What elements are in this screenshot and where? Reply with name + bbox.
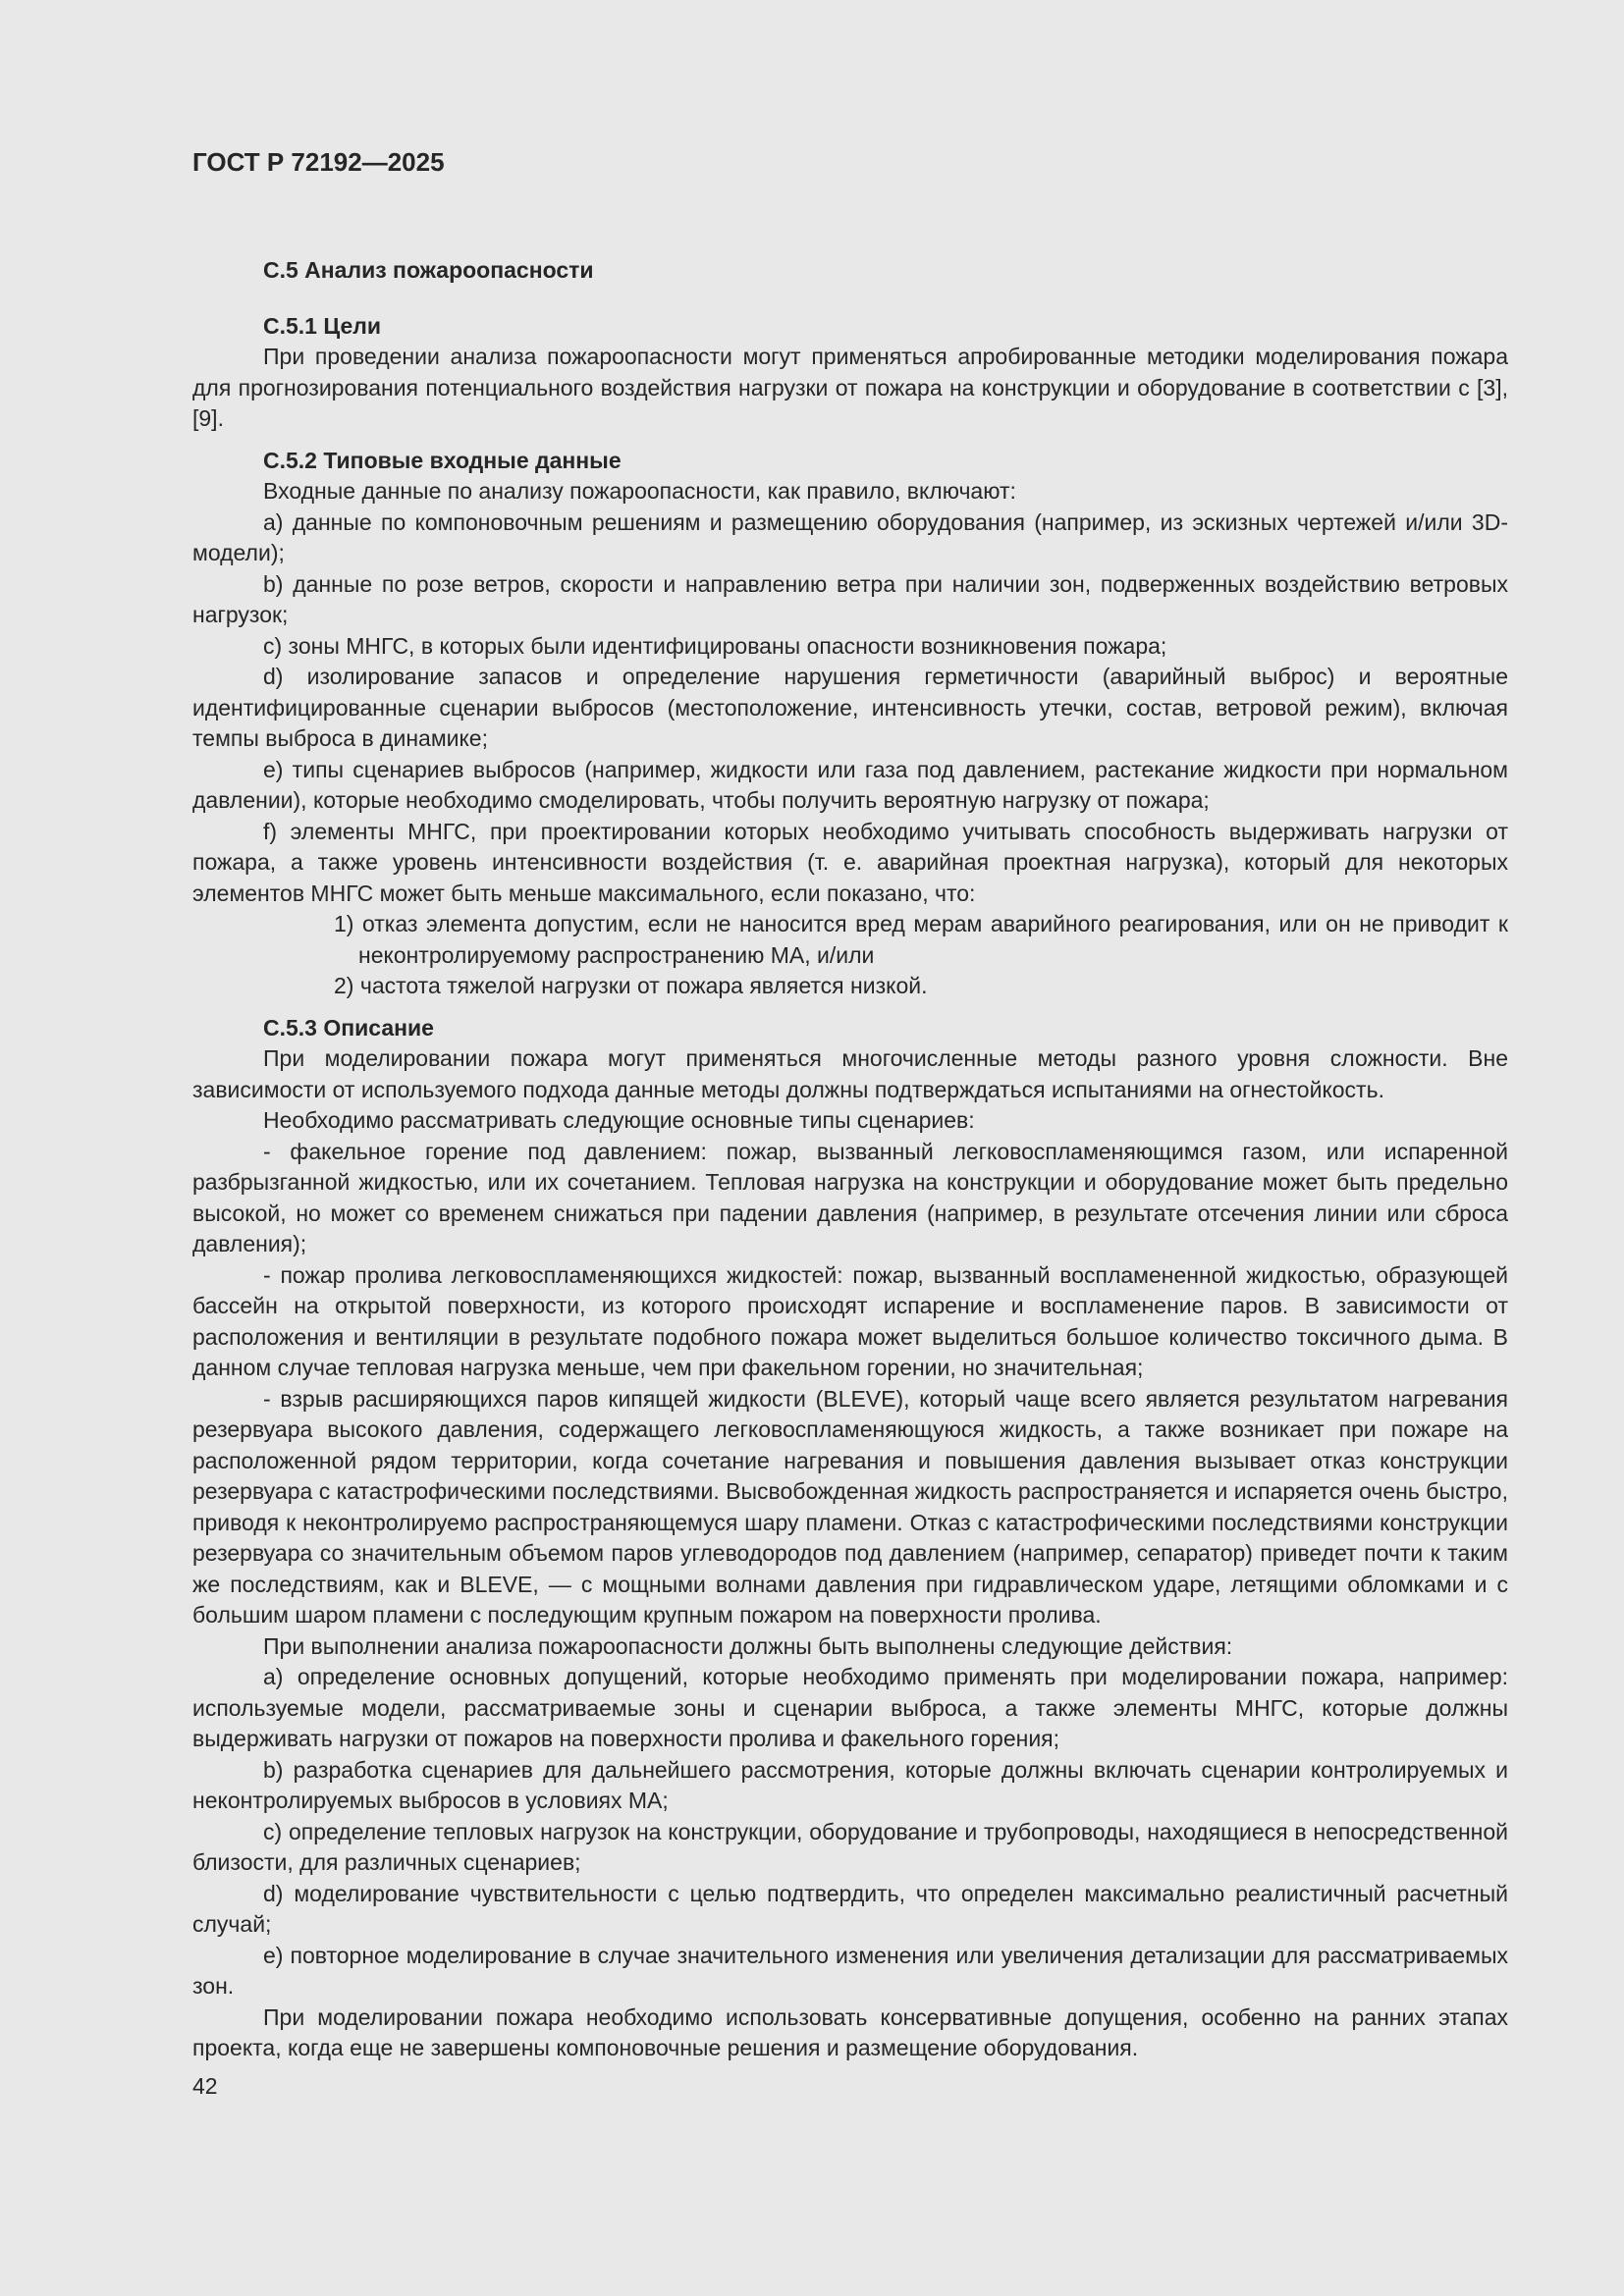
nested-list-item: 1) отказ элемента допустим, если не наносится вред мерам аварийного реагирования, или он не приводит к неконтролируемому распространению МА, и/или: [334, 911, 1508, 968]
paragraph: Входные данные по анализу пожароопасности, как правило, включают:: [263, 478, 1016, 504]
page-number: 42: [192, 2073, 218, 2099]
nested-list-item: 2) частота тяжелой нагрузки от пожара является низкой.: [334, 973, 928, 998]
action-item: d) моделирование чувствительности с целью подтвердить, что определен максимально реалистичный расчетный случай;: [192, 1880, 1508, 1937]
action-item: c) определение тепловых нагрузок на конструкции, оборудование и трубопроводы, находящиеся в непосредственной близости, для различных сценариев;: [192, 1818, 1508, 1875]
paragraph: При моделировании пожара могут применяться многочисленные методы разного уровня сложности. Вне зависимости от используемого подхода данные методы должны подтверждаться испытаниями на огнестойкость.: [192, 1045, 1508, 1102]
subsection-title-input-data: С.5.2 Типовые входные данные: [263, 447, 622, 473]
list-item: e) типы сценариев выбросов (например, жидкости или газа под давлением, растекание жидкости при нормальном давлении), которые необходимо смоделировать, чтобы получить вероятную нагрузку от пожара;: [192, 756, 1508, 813]
scenario-item: - пожар пролива легковоспламеняющихся жидкостей: пожар, вызванный воспламененной жидкостью, образующей бассейн на открытой поверхности, из которого происходят испарение и воспламенение паров. В зависимости от расположения и вентиляции в результате подобного пожара может выделиться большое количество токсичного дыма. В данном случае тепловая нагрузка меньше, чем при факельном горении, но значительная;: [192, 1261, 1508, 1380]
action-item: e) повторное моделирование в случае значительного изменения или увеличения детализации для рассматриваемых зон.: [192, 1942, 1508, 1999]
standard-header: ГОСТ Р 72192—2025: [192, 147, 445, 177]
action-item: b) разработка сценариев для дальнейшего рассмотрения, которые должны включать сценарии контролируемых и неконтролируемых выбросов в условиях МА;: [192, 1756, 1508, 1813]
paragraph: При моделировании пожара необходимо использовать консервативные допущения, особенно на ранних этапах проекта, когда еще не завершены компоновочные решения и размещение оборудования.: [192, 2003, 1508, 2060]
list-item: f) элементы МНГС, при проектировании которых необходимо учитывать способность выдерживать нагрузки от пожара, а также уровень интенсивности воздействия (т. е. аварийная проектная нагрузка), который для некоторых элементов МНГС может быть меньше максимального, если показано, что:: [192, 818, 1508, 906]
action-item: a) определение основных допущений, которые необходимо применять при моделировании пожара, например: используемые модели, рассматриваемые зоны и сценарии выброса, а также элементы МНГС, которые должны выдерживать нагрузки от пожаров на поверхности пролива и факельного горения;: [192, 1664, 1508, 1751]
paragraph: При проведении анализа пожароопасности могут применяться апробированные методики моделирования пожара для прогнозирования потенциального воздействия нагрузки от пожара на конструкции и оборудование в соответствии с [3], [9].: [192, 344, 1508, 431]
scenario-item: - взрыв расширяющихся паров кипящей жидкости (BLEVE), который чаще всего является результатом нагревания резервуара высокого давления, содержащего легковоспламеняющуюся жидкость, а также возникает при пожаре на расположенной рядом территории, когда сочетание нагревания и повышения давления вызывает отказ конструкции резервуара с катастрофическими последствиями. Высвобожденная жидкость распространяется и испаряется очень быстро, приводя к неконтролируемо распространяющемуся шару пламени. Отказ с катастрофическими последствиями конструкции резервуара со значительным объемом паров углеводородов под давлением (например, сепаратор) приведет почти к таким же последствиям, как и BLEVE, — с мощными волнами давления при гидравлическом ударе, летящими обломками и с большим шаром пламени с последующим крупным пожаром на поверхности пролива.: [192, 1385, 1508, 1628]
list-item: d) изолирование запасов и определение нарушения герметичности (аварийный выброс) и вероятные идентифицированные сценарии выбросов (местоположение, интенсивность утечки, состав, ветровой режим), включая темпы выброса в динамике;: [192, 664, 1508, 751]
list-item: a) данные по компоновочным решениям и размещению оборудования (например, из эскизных чертежей и/или 3D-модели);: [192, 508, 1508, 565]
subsection-title-description: С.5.3 Описание: [263, 1014, 434, 1041]
list-item: b) данные по розе ветров, скорости и направлению ветра при наличии зон, подверженных воздействию ветровых нагрузок;: [192, 570, 1508, 627]
paragraph: Необходимо рассматривать следующие основные типы сценариев:: [263, 1107, 975, 1133]
list-item: c) зоны МНГС, в которых были идентифицированы опасности возникновения пожара;: [263, 632, 1167, 659]
subsection-title-goals: С.5.1 Цели: [263, 312, 381, 339]
section-title: С.5 Анализ пожароопасности: [263, 257, 594, 283]
document-page: [192, 145, 1508, 2064]
scenario-item: - факельное горение под давлением: пожар, вызванный легковоспламеняющимся газом, или испаренной разбрызганной жидкостью, или их сочетанием. Тепловая нагрузка на конструкции и оборудование может быть предельно высокой, но может со временем снижаться при падении давления (например, в результате отсечения линии или сброса давления);: [192, 1138, 1508, 1256]
paragraph: При выполнении анализа пожароопасности должны быть выполнены следующие действия:: [263, 1632, 1233, 1659]
